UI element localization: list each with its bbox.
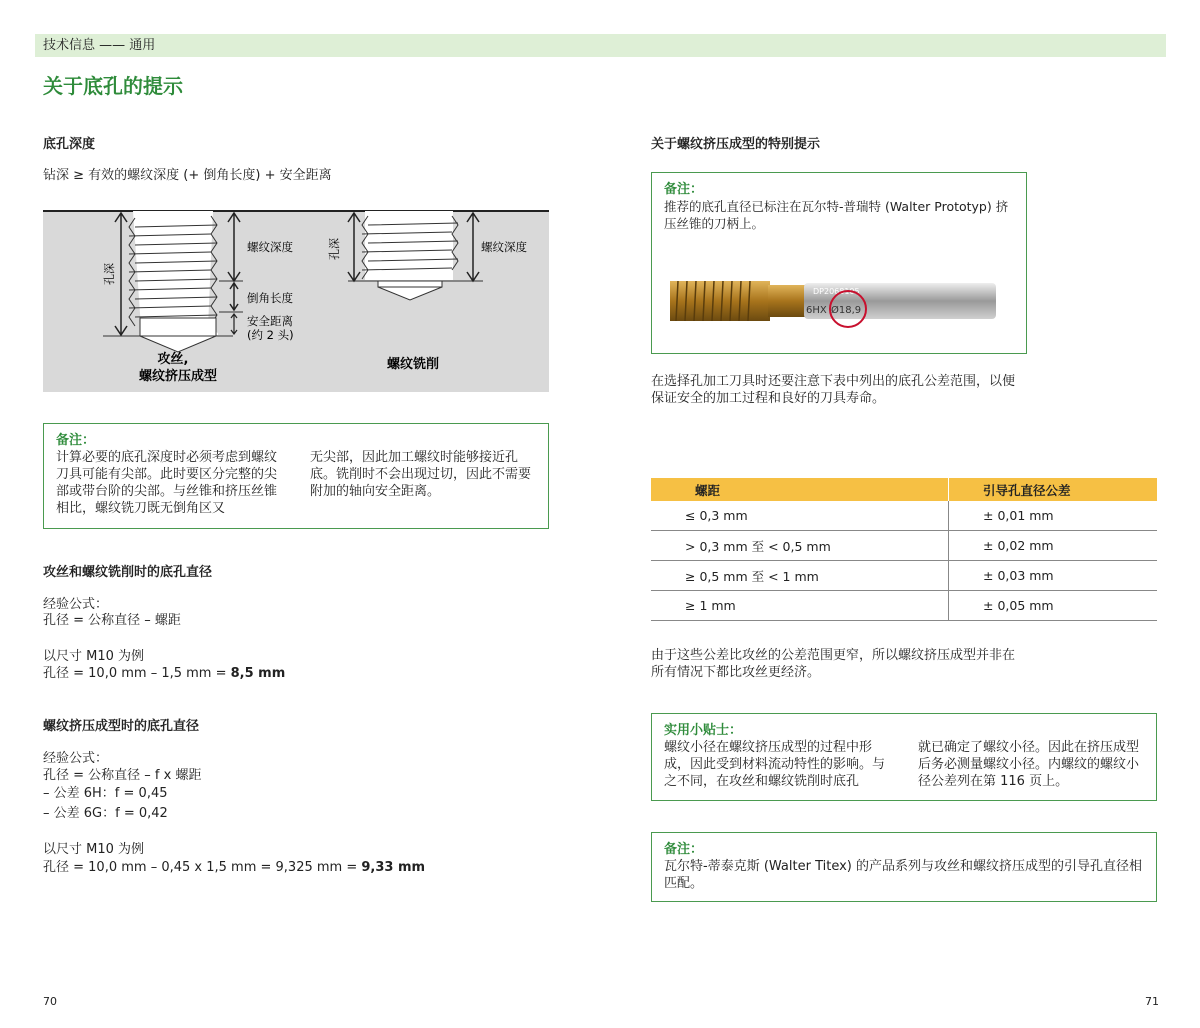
form-result: 9,33 mm xyxy=(361,860,426,875)
tool-mark: 6HX xyxy=(806,305,827,316)
table-row xyxy=(651,591,1157,621)
tip-box xyxy=(651,713,1157,801)
note-text-col1: 计算必要的底孔深度时必须考虑到螺纹刀具可能有尖部。此时要区分完整的尖部或带台阶的尖部。与丝锥和挤压丝锥相比，螺纹铣刀既无倒角区又 xyxy=(56,450,278,516)
label-chamfer-length: 倒角长度 xyxy=(247,291,293,305)
tap-heading: 攻丝和螺纹铣削时的底孔直径 xyxy=(43,565,213,580)
form-example-text: 孔径 = 10,0 mm – 0,45 x 1,5 mm = 9,325 mm = xyxy=(43,860,362,875)
form-rule: 孔径 = 公称直径 – f x 螺距 xyxy=(43,768,202,783)
label-thread-depth-left: 螺纹深度 xyxy=(247,240,293,254)
caption-milling: 螺纹铣削 xyxy=(386,357,440,372)
after-table-text: 由于这些公差比攻丝的公差范围更窄，所以螺纹挤压成型并非在所有情况下都比攻丝更经济。 xyxy=(651,648,1016,680)
note-text: 推荐的底孔直径已标注在瓦尔特-普瑞特 (Walter Prototyp) 挤压丝锥的刀柄上。 xyxy=(664,199,1009,231)
section-label: 技术信息 —— 通用 xyxy=(43,38,156,53)
cell-pitch: > 0,3 mm 至 < 0,5 mm xyxy=(651,531,949,561)
form-tol-6g: – 公差 6G：f = 0,42 xyxy=(43,806,168,821)
form-example-label: 以尺寸 M10 为例 xyxy=(43,842,145,857)
tap-example xyxy=(43,665,285,682)
form-tol-6h: – 公差 6H：f = 0,45 xyxy=(43,786,168,801)
tool-code: DP2068105 xyxy=(813,287,860,296)
page-title: 关于底孔的提示 xyxy=(43,74,183,98)
col-header-pitch: 螺距 xyxy=(651,478,949,501)
label-safety-note: (约 2 头) xyxy=(247,328,294,342)
table-row xyxy=(651,561,1157,591)
cell-tolerance: ± 0,01 mm xyxy=(949,501,1158,531)
form-example xyxy=(43,859,425,876)
tolerance-intro: 在选择孔加工刀具时还要注意下表中列出的底孔公差范围，以便保证安全的加工过程和良好的刀具寿命。 xyxy=(651,374,1016,406)
note-box-titex xyxy=(651,832,1157,902)
note-text-col2: 无尖部，因此加工螺纹时能够接近孔底。铣削时不会出现过切，因此不需要附加的轴向安全距离。 xyxy=(310,450,532,499)
tip-label: 实用小贴士： xyxy=(664,723,743,738)
label-hole-depth-right: 孔深 xyxy=(328,238,341,260)
cell-pitch: ≥ 1 mm xyxy=(651,591,949,621)
table-row xyxy=(651,531,1157,561)
note-label: 备注： xyxy=(56,433,96,448)
tip-text-col1: 螺纹小径在螺纹挤压成型的过程中形成，因此受到材料流动特性的影响。与之不同，在攻丝和螺纹铣削时底孔 xyxy=(664,740,886,789)
tap-rule-label: 经验公式： xyxy=(43,597,109,612)
label-hole-depth-left: 孔深 xyxy=(103,263,116,285)
note-label: 备注： xyxy=(664,842,704,857)
depth-formula: 钻深 ≥ 有效的螺纹深度 (+ 倒角长度) + 安全距离 xyxy=(43,168,332,183)
page-number-right: 71 xyxy=(1145,995,1159,1008)
note-label: 备注： xyxy=(664,182,704,197)
note-text: 瓦尔特-蒂泰克斯 (Walter Titex) 的产品系列与攻丝和螺纹挤压成型的引导孔直径相匹配。 xyxy=(664,859,1142,891)
tap-rule: 孔径 = 公称直径 – 螺距 xyxy=(43,613,181,628)
caption-tapping-2: 螺纹挤压成型 xyxy=(138,369,218,384)
section-band xyxy=(35,34,1166,57)
tip-text-col2: 就已确定了螺纹小径。因此在挤压成型后务必测量螺纹小径。内螺纹的螺纹小径公差列在第 116 页上。 xyxy=(918,740,1140,789)
label-safety-distance: 安全距离 xyxy=(247,314,293,328)
form-rule-label: 经验公式： xyxy=(43,751,109,766)
hole-depth-diagram xyxy=(43,208,549,392)
cell-pitch: ≤ 0,3 mm xyxy=(651,501,949,531)
label-thread-depth-right: 螺纹深度 xyxy=(481,240,527,254)
note-box-depth xyxy=(43,423,549,529)
cell-tolerance: ± 0,05 mm xyxy=(949,591,1158,621)
table-row xyxy=(651,501,1157,531)
caption-tapping-1: 攻丝, xyxy=(157,352,189,367)
forming-heading: 关于螺纹挤压成型的特别提示 xyxy=(651,137,821,152)
depth-heading: 底孔深度 xyxy=(43,137,96,152)
tolerance-table xyxy=(651,478,1157,621)
tap-example-text: 孔径 = 10,0 mm – 1,5 mm = xyxy=(43,666,231,681)
note-box-prototyp xyxy=(651,172,1027,354)
tap-example-label: 以尺寸 M10 为例 xyxy=(43,649,145,664)
cell-tolerance: ± 0,02 mm xyxy=(949,531,1158,561)
tap-result: 8,5 mm xyxy=(230,666,286,681)
tool-diameter: Ø18,9 xyxy=(831,305,862,316)
page-number-left: 70 xyxy=(43,995,57,1008)
form-heading: 螺纹挤压成型时的底孔直径 xyxy=(43,719,200,734)
cell-pitch: ≥ 0,5 mm 至 < 1 mm xyxy=(651,561,949,591)
cell-tolerance: ± 0,03 mm xyxy=(949,561,1158,591)
tap-tool-image xyxy=(668,273,998,333)
col-header-tolerance: 引导孔直径公差 xyxy=(949,478,1158,501)
